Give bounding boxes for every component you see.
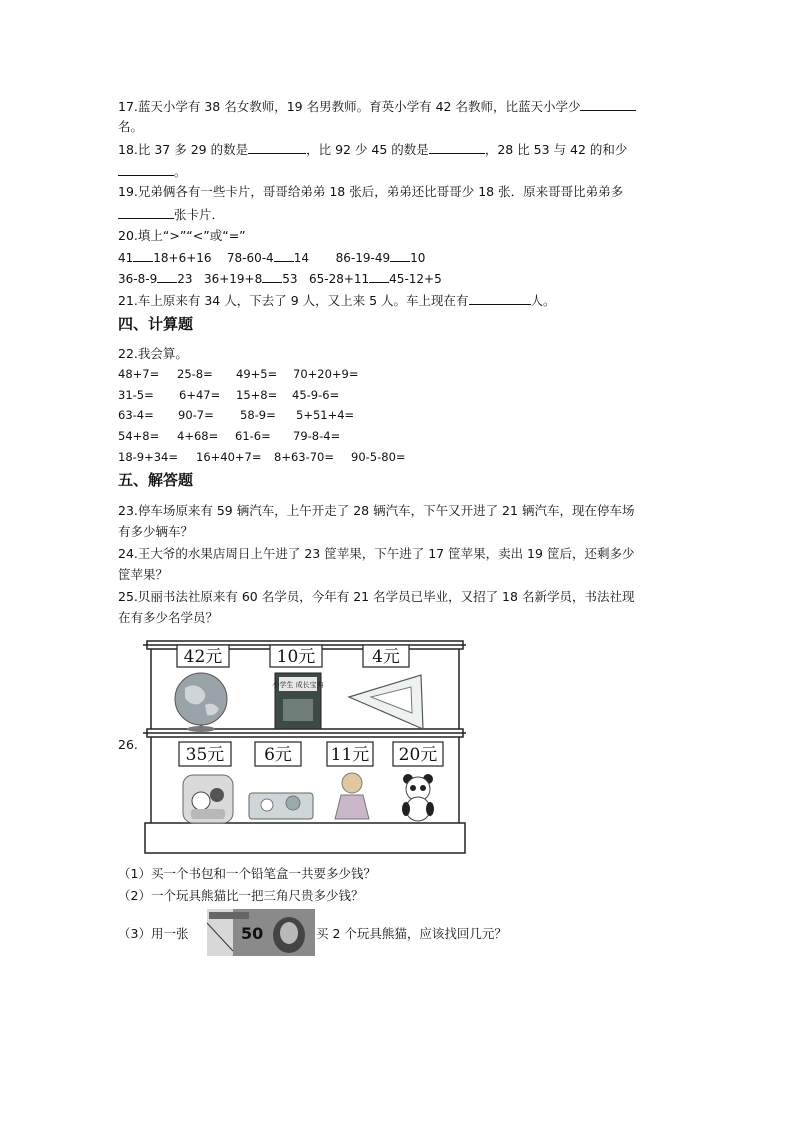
q20-row1 <box>118 249 425 266</box>
doll-icon <box>335 773 369 819</box>
section-5-heading: 五、解答题 <box>118 471 194 489</box>
schoolbag-icon <box>183 775 233 823</box>
q20-blank[interactable] <box>157 270 177 283</box>
q17-line1 <box>118 98 636 115</box>
q22-item: 90-7= <box>178 408 214 422</box>
q17-text: 17.蓝天小学有 38 名女教师，19 名男教师。育英小学有 42 名教师，比蓝天小学少 <box>118 99 581 114</box>
q20-r2-d: 53 <box>282 272 298 286</box>
q26-sub2: （2）一个玩具熊猫比一把三角尺贵多少钱？ <box>118 888 364 903</box>
q22-item: 49+5= <box>236 367 278 381</box>
q20-r2-b: 23 <box>177 272 193 286</box>
q20-r2-c: 36+19+8 <box>203 272 263 286</box>
q20-blank[interactable] <box>369 270 389 283</box>
q20-r1-b: 18+6+16 <box>153 251 212 265</box>
q20-r1-f: 10 <box>410 251 426 265</box>
price-triangle: 4元 <box>372 647 400 667</box>
q18-line2 <box>118 163 187 180</box>
q18-text-a: 18.比 37 多 29 的数是 <box>118 142 249 157</box>
q19-line2 <box>118 206 224 223</box>
q20-row2 <box>118 270 442 287</box>
q23-line2: 有多少辆车？ <box>118 524 194 539</box>
q21-blank[interactable] <box>469 292 531 305</box>
book-icon <box>272 673 324 729</box>
section-4-heading: 四、计算题 <box>118 315 194 333</box>
q18-blank-3[interactable] <box>118 163 174 176</box>
q22-item: 8+63-70= <box>274 450 335 464</box>
q22-item: 63-4= <box>118 408 154 422</box>
q17-line2 <box>118 119 143 135</box>
price-book: 10元 <box>276 647 316 667</box>
q20-blank[interactable] <box>262 270 282 283</box>
q22-item: 16+40+7= <box>196 450 262 464</box>
q26-sub1: （1）买一个书包和一个铅笔盒一共要多少钱？ <box>118 866 376 881</box>
q22-item: 79-8-4= <box>293 429 341 443</box>
q24-line1: 24.王大爷的水果店周日上午进了 23 筐苹果，下午进了 17 筐苹果，卖出 19 筐后，还剩多少 <box>118 546 635 561</box>
q22-row <box>118 429 340 443</box>
q17-blank[interactable] <box>580 98 636 111</box>
q20-blank[interactable] <box>390 249 410 262</box>
q21-text: 21.车上原来有 34 人，下去了 9 人，又上来 5 人。车上现在有 <box>118 293 469 308</box>
q22-item: 48+7= <box>118 367 160 381</box>
price-doll: 11元 <box>330 745 370 765</box>
q25-line2: 在有多少名学员？ <box>118 610 219 625</box>
q18-text-c: ，28 比 53 与 42 的和少 <box>484 142 628 157</box>
q19-blank[interactable] <box>118 206 174 219</box>
price-pencilcase: 6元 <box>264 745 292 765</box>
q22-item: 31-5= <box>118 388 154 402</box>
q22-row <box>118 408 354 422</box>
q20-r2-f: 45-12+5 <box>389 272 442 286</box>
price-shelf-figure <box>143 633 466 859</box>
q20-title-text: 20.填上“>”“<”或“=” <box>118 228 246 243</box>
q18-blank-2[interactable] <box>429 141 485 154</box>
q18-line1 <box>118 141 627 158</box>
panda-icon <box>402 774 434 821</box>
q22-title-text: 22.我会算。 <box>118 346 188 361</box>
q20-r2-a: 36-8-9 <box>118 272 158 286</box>
globe-icon <box>175 673 227 732</box>
q22-item: 18-9+34= <box>118 450 179 464</box>
q20-r1-e: 86-19-49 <box>335 251 391 265</box>
q22-title <box>118 346 188 362</box>
price-schoolbag: 35元 <box>185 745 225 765</box>
q20-title <box>118 228 246 244</box>
q19-end: 张卡片． <box>174 207 225 222</box>
q26-label: 26. <box>118 737 138 752</box>
shelf-svg <box>143 633 466 859</box>
q21-end: 人。 <box>530 293 556 308</box>
q19-text: 19.兄弟俩各有一些卡片，哥哥给弟弟 18 张后，弟弟还比哥哥少 18 张．原来哥哥比弟弟多 <box>118 184 624 199</box>
q22-row <box>118 388 339 402</box>
base <box>145 823 465 853</box>
q22-item: 61-6= <box>235 429 271 443</box>
q18-text-d: 。 <box>174 164 187 179</box>
q21-line <box>118 292 556 309</box>
q20-r2-e: 65-28+11 <box>308 272 370 286</box>
q22-row <box>118 367 359 381</box>
q18-blank-1[interactable] <box>248 141 306 154</box>
price-panda: 20元 <box>398 745 438 765</box>
q22-item: 45-9-6= <box>292 388 340 402</box>
pencil-case-icon <box>249 793 313 819</box>
q22-item: 15+8= <box>236 388 278 402</box>
bill-value: 50 <box>241 924 264 943</box>
q22-item: 70+20+9= <box>293 367 359 381</box>
q18-text-b: ，比 92 少 45 的数是 <box>306 142 429 157</box>
q22-item: 6+47= <box>179 388 221 402</box>
q22-row <box>118 450 406 464</box>
q22-item: 4+68= <box>177 429 219 443</box>
q23-line1: 23.停车场原来有 59 辆汽车，上午开走了 28 辆汽车，下午又开进了 21 辆汽车，现在停车场 <box>118 503 635 518</box>
q17-end: 名。 <box>118 119 144 134</box>
fifty-yuan-banknote <box>207 909 315 956</box>
price-globe: 42元 <box>183 647 223 667</box>
book-title: 小学生 成长宝典 <box>272 681 324 689</box>
q22-item: 5+51+4= <box>296 408 355 422</box>
q20-blank[interactable] <box>274 249 294 262</box>
q24-line2: 筐苹果？ <box>118 567 169 582</box>
q25-line1: 25.贝丽书法社原来有 60 名学员，今年有 21 名学员已毕业，又招了 18 名新学员，书法社现 <box>118 589 635 604</box>
q22-item: 58-9= <box>240 408 276 422</box>
q26-sub3a: （3）用一张 <box>118 926 189 941</box>
q20-r1-a: 41 <box>118 251 134 265</box>
q22-item: 54+8= <box>118 429 160 443</box>
q20-r1-d: 14 <box>293 251 309 265</box>
q26-sub3b: 买 2 个玩具熊猫，应该找回几元？ <box>316 926 507 941</box>
q20-blank[interactable] <box>133 249 153 262</box>
q20-r1-c: 78-60-4 <box>226 251 274 265</box>
triangle-ruler-icon <box>349 675 423 729</box>
q19-line1 <box>118 184 623 200</box>
q22-item: 90-5-80= <box>351 450 406 464</box>
banknote-icon <box>207 909 315 956</box>
q22-item: 25-8= <box>177 367 213 381</box>
